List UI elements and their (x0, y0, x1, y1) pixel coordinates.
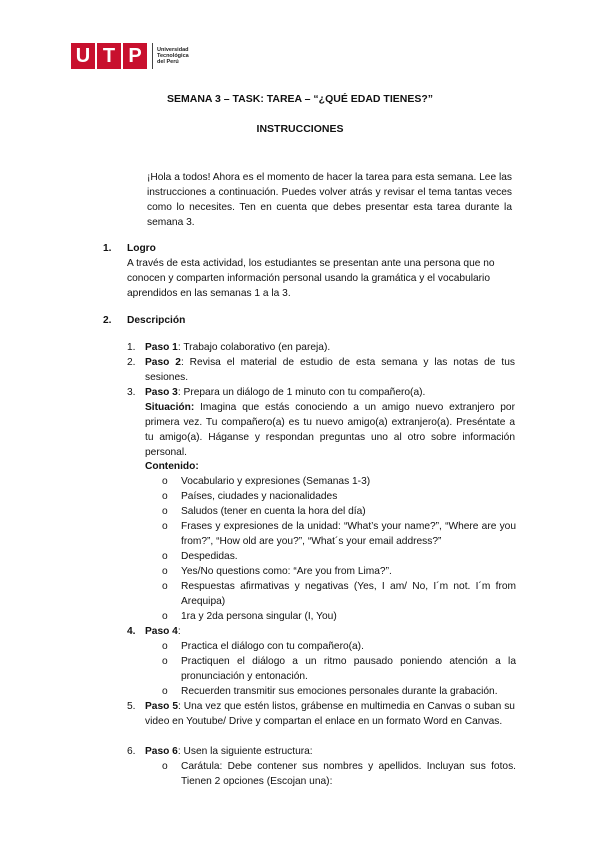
step-label: Paso 3 (145, 387, 178, 398)
step-4-item-text: Recuerden transmitir sus emociones personales durante la grabación. (181, 686, 498, 697)
step-label: Paso 6 (145, 746, 178, 757)
logo-letter-u: U (71, 43, 95, 69)
step-number: 1. (127, 342, 136, 353)
content-item-text: Despedidas. (181, 551, 238, 562)
bullet-marker: o (162, 566, 168, 577)
step-1 (127, 340, 515, 355)
step-3 (127, 385, 515, 400)
bullet-marker: o (162, 506, 168, 517)
step-number: 5. (127, 701, 136, 712)
step-label: Paso 5 (145, 701, 178, 712)
content-item-text: Yes/No questions como: “Are you from Lima?”. (181, 566, 392, 577)
document-title: SEMANA 3 – TASK: TAREA – “¿QUÉ EDAD TIENES?” (166, 93, 434, 105)
section-1-number: 1. (103, 243, 112, 254)
content-item (162, 609, 516, 624)
step-label: Paso 1 (145, 342, 178, 353)
logo-divider (152, 43, 153, 69)
content-item-text: 1ra y 2da persona singular (I, You) (181, 611, 337, 622)
step-4-item-text: Practica el diálogo con tu compañero(a). (181, 641, 364, 652)
bullet-marker: o (162, 491, 168, 502)
logo-wordmark (157, 47, 189, 65)
situation-paragraph (145, 400, 515, 460)
situation-text: Imagina que estás conociendo a un amigo nuevo extranjero por primera vez. Tu compañero(a) es tu nuevo amigo(a) extranjero(a). Preséntate a tu amigo(a). Háganse y respondan preguntas uno al otro sobre información personal. (145, 402, 515, 458)
content-item (162, 474, 516, 489)
section-1-heading: Logro (127, 243, 156, 254)
situation-label: Situación: (145, 402, 195, 413)
bullet-marker: o (162, 476, 168, 487)
content-item (162, 579, 516, 609)
content-item-text: Países, ciudades y nacionalidades (181, 491, 338, 502)
step-2 (127, 355, 515, 385)
step-label: Paso 2 (145, 357, 181, 368)
bullet-marker: o (162, 521, 168, 532)
intro-paragraph: ¡Hola a todos! Ahora es el momento de hacer la tarea para esta semana. Lee las instrucciones a continuación. Puedes volver atrás y revisar el tema tantas veces como lo necesites. Ten en cuenta que debes presentar esta tarea durante la semana 3. (147, 172, 512, 228)
content-item (162, 549, 516, 564)
section-1-text: A través de esta actividad, los estudiantes se presentan ante una persona que no conocen y comparten información personal usando la gramática y el vocabulario aprendidos en las semanas 1 a la 3. (127, 258, 495, 299)
logo-line-3: del Perú (157, 59, 179, 65)
content-item (162, 519, 516, 549)
section-2-heading: Descripción (127, 315, 186, 326)
content-item-text: Frases y expresiones de la unidad: “What’s your name?”, “Where are you from?”, “How old are you?”, “What´s your email address?” (181, 521, 516, 547)
content-item (162, 564, 516, 579)
step-4-item-text: Practiquen el diálogo a un ritmo pausado poniendo atención a la pronunciación y entonación. (181, 656, 516, 682)
logo-letter-t: T (97, 43, 121, 69)
utp-logo (71, 43, 189, 69)
step-4-item (162, 654, 516, 684)
step-number: 3. (127, 387, 136, 398)
content-label: Contenido: (145, 461, 199, 472)
content-item (162, 504, 516, 519)
content-item-text: Respuestas afirmativas y negativas (Yes, I am/ No, I´m not. I´m from Arequipa) (181, 581, 516, 607)
step-4-item (162, 639, 516, 654)
content-item (162, 489, 516, 504)
document-subtitle: INSTRUCCIONES (256, 123, 344, 135)
step-number: 6. (127, 746, 136, 757)
logo-line-1: Universidad (157, 47, 189, 53)
logo-line-2: Tecnológica (157, 53, 189, 59)
bullet-marker: o (162, 641, 168, 652)
bullet-marker: o (162, 686, 168, 697)
step-text: : Trabajo colaborativo (en pareja). (177, 342, 331, 353)
step-6-item-text: Carátula: Debe contener sus nombres y apellidos. Incluyan sus fotos. Tienen 2 opciones (Escojan una): (181, 761, 516, 787)
bullet-marker: o (162, 761, 168, 772)
bullet-marker: o (162, 611, 168, 622)
bullet-marker: o (162, 581, 168, 592)
step-text: : Usen la siguiente estructura: (177, 746, 313, 757)
content-item-text: Vocabulario y expresiones (Semanas 1-3) (181, 476, 371, 487)
step-6 (127, 744, 515, 759)
step-4-item (162, 684, 516, 699)
bullet-marker: o (162, 551, 168, 562)
step-text: : Una vez que estén listos, grábense en multimedia en Canvas o suban su video en Youtube/ Drive y compartan el enlace en un formato Word en Canvas. (145, 701, 515, 727)
step-text: : (177, 626, 181, 637)
content-item-text: Saludos (tener en cuenta la hora del día) (181, 506, 366, 517)
section-2-number: 2. (103, 315, 112, 326)
step-text: : Revisa el material de estudio de esta semana y las notas de tus sesiones. (145, 357, 515, 383)
logo-letter-p: P (123, 43, 147, 69)
step-4 (127, 624, 515, 639)
step-5 (127, 699, 515, 729)
step-label: Paso 4 (145, 626, 178, 637)
step-number: 4. (127, 626, 136, 637)
bullet-marker: o (162, 656, 168, 667)
step-text: : Prepara un diálogo de 1 minuto con tu compañero(a). (177, 387, 426, 398)
step-6-item (162, 759, 516, 789)
step-number: 2. (127, 357, 136, 368)
